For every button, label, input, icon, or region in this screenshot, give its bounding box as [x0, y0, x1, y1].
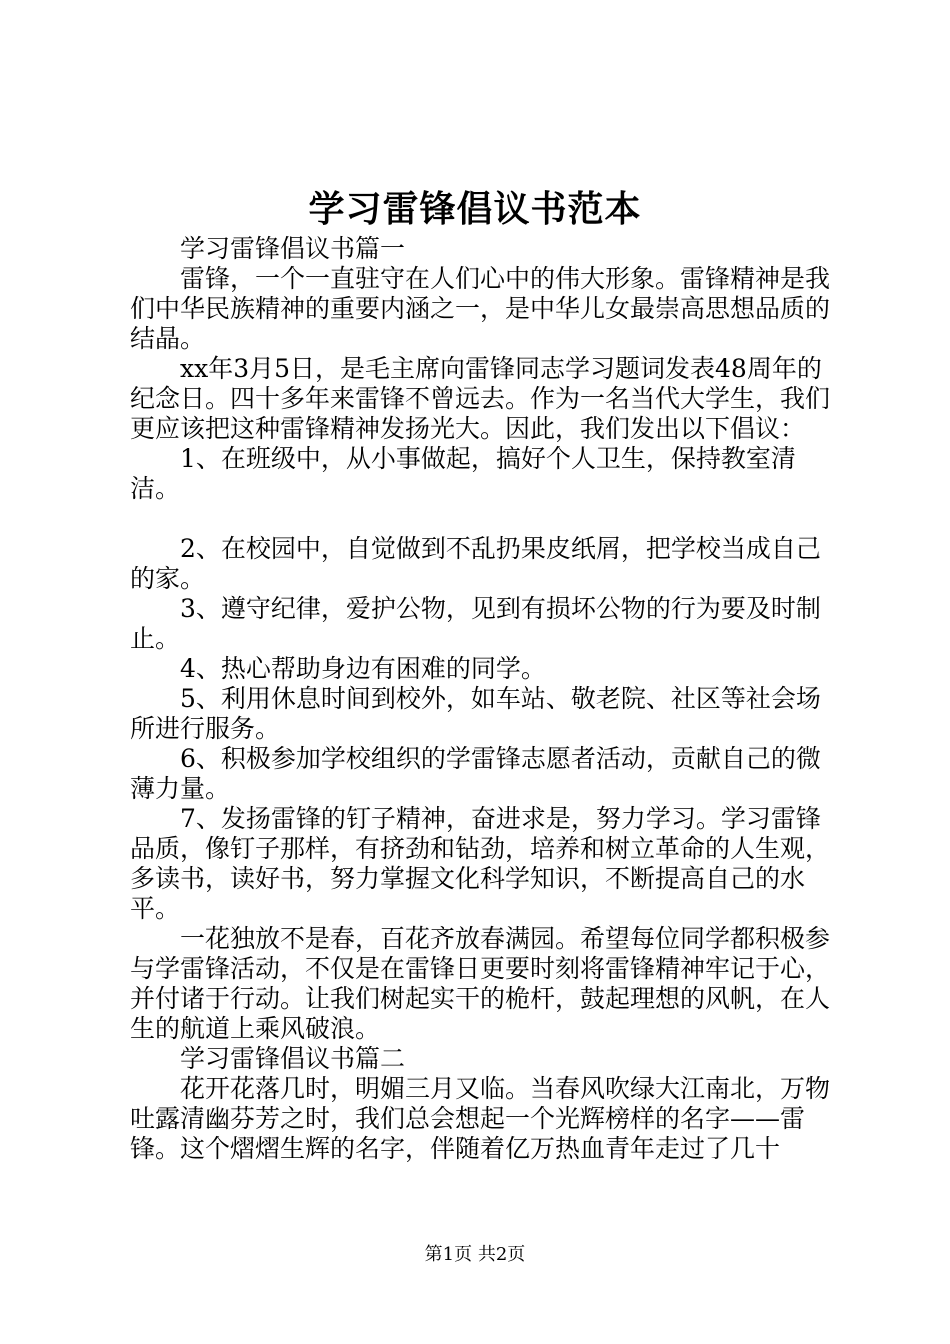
paragraph: xx年3月5日，是毛主席向雷锋同志学习题词发表48周年的纪念日。四十多年来雷锋不曾远去。作为一名当代大学生，我们更应该把这种雷锋精神发扬光大。因此，我们发出以下倡议：: [130, 354, 831, 443]
section-heading: 学习雷锋倡议书篇二: [180, 1044, 406, 1073]
list-item: 3、遵守纪律，爱护公物，见到有损坏公物的行为要及时制止。: [130, 594, 821, 653]
paragraph: 花开花落几时，明媚三月又临。当春风吹绿大江南北，万物吐露清幽芬芳之时，我们总会想起一个光辉榜样的名字——雷锋。这个熠熠生辉的名字，伴随着亿万热血青年走过了几十: [130, 1074, 831, 1163]
section-heading: 学习雷锋倡议书篇一: [180, 234, 406, 263]
document-body: [130, 234, 835, 1164]
list-item: 1、在班级中，从小事做起，搞好个人卫生，保持教室清洁。: [130, 444, 796, 503]
paragraph: 一花独放不是春，百花齐放春满园。希望每位同学都积极参与学雷锋活动，不仅是在雷锋日更要时刻将雷锋精神牢记于心，并付诸于行动。让我们树起实干的桅杆，鼓起理想的风帆，在人生的航道上乘风破浪。: [130, 924, 831, 1043]
list-item: 6、积极参加学校组织的学雷锋志愿者活动，贡献自己的微薄力量。: [130, 744, 821, 803]
list-item: 4、热心帮助身边有困难的同学。: [180, 654, 546, 683]
list-item: 5、利用休息时间到校外，如车站、敬老院、社区等社会场所进行服务。: [130, 684, 821, 743]
list-item: 2、在校园中，自觉做到不乱扔果皮纸屑，把学校当成自己的家。: [130, 534, 821, 593]
list-item: 7、发扬雷锋的钉子精神，奋进求是，努力学习。学习雷锋品质，像钉子那样，有挤劲和钻劲，培养和树立革命的人生观，多读书，读好书，努力掌握文化科学知识，不断提高自己的水平。: [130, 804, 831, 923]
page-footer: 第1页 共2页: [424, 1244, 526, 1265]
document-title: 学习雷锋倡议书范本: [308, 188, 642, 230]
paragraph: 雷锋，一个一直驻守在人们心中的伟大形象。雷锋精神是我们中华民族精神的重要内涵之一，是中华儿女最崇高思想品质的结晶。: [130, 264, 831, 353]
